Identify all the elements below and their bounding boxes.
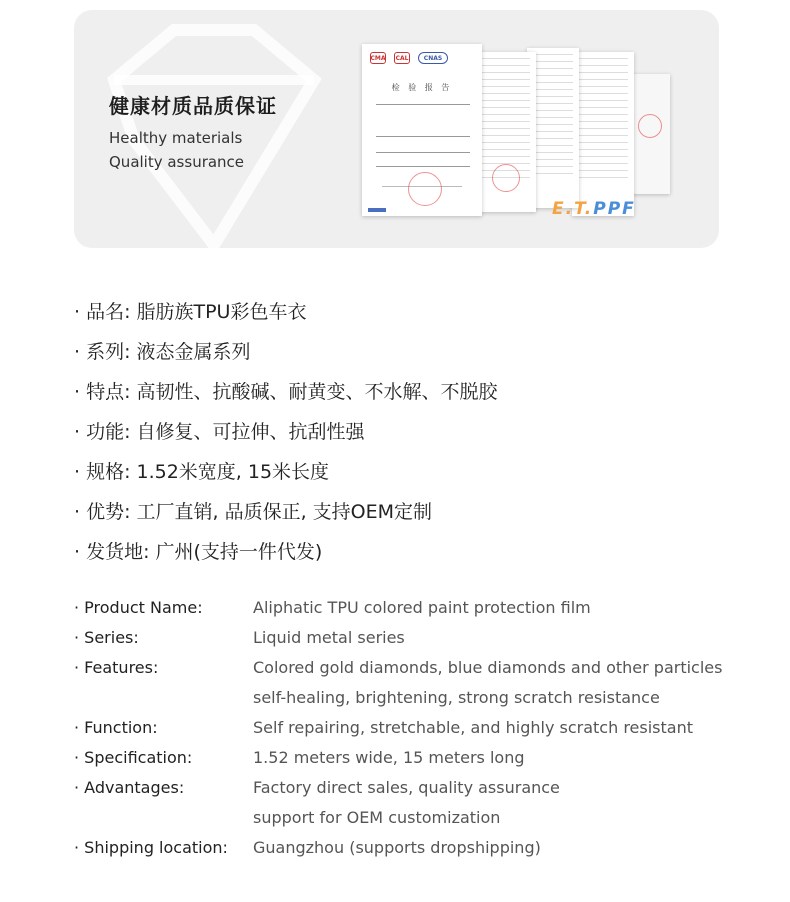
en-spec-row-series: · Series: Liquid metal series	[74, 627, 405, 647]
etppf-brand-logo: E.T.PPF	[552, 199, 636, 219]
cal-logo: CAL	[394, 52, 410, 64]
en-spec-row-function: · Function: Self repairing, stretchable, and highly scratch resistant	[74, 717, 694, 737]
en-spec-row-advantages: · Advantages: Factory direct sales, quality assurance	[74, 777, 560, 797]
certification-banner	[74, 10, 719, 248]
en-spec-row-advantages-cont: support for OEM customization	[253, 807, 501, 827]
spec-row-specification: · 规格: 1.52米宽度, 15米长度	[74, 460, 330, 483]
issuer-mark-icon	[368, 208, 386, 212]
report-title: 检 验 报 告	[391, 83, 453, 92]
spec-row-features: · 特点: 高韧性、抗酸碱、耐黄变、不水解、不脱胶	[74, 380, 498, 403]
banner-subtitle-healthy: Healthy materials	[109, 129, 243, 147]
certificate-documents	[362, 44, 682, 224]
spec-row-product-name: · 品名: 脂肪族TPU彩色车衣	[74, 300, 307, 323]
banner-title: 健康材质品质保证	[109, 94, 277, 118]
cnas-logo: CNAS	[418, 52, 448, 64]
cma-logo: CMA	[370, 52, 386, 64]
en-spec-row-shipping: · Shipping location: Guangzhou (supports dropshipping)	[74, 837, 541, 857]
inspection-report-document	[362, 44, 482, 216]
en-spec-row-features: · Features: Colored gold diamonds, blue diamonds and other particles	[74, 657, 723, 677]
spec-row-function: · 功能: 自修复、可拉伸、抗刮性强	[74, 420, 365, 443]
en-spec-row-product-name: · Product Name: Aliphatic TPU colored paint protection film	[74, 597, 591, 617]
spec-row-shipping: · 发货地: 广州(支持一件代发)	[74, 540, 323, 563]
chinese-spec-list	[74, 290, 498, 570]
report-page-4	[572, 52, 634, 216]
report-page-2	[474, 52, 536, 212]
english-spec-list	[74, 592, 722, 862]
spec-row-series: · 系列: 液态金属系列	[74, 340, 251, 363]
red-stamp-icon	[408, 172, 442, 206]
spec-row-advantages: · 优势: 工厂直销, 品质保正, 支持OEM定制	[74, 500, 432, 523]
banner-subtitle-quality: Quality assurance	[109, 153, 245, 171]
en-spec-row-specification: · Specification: 1.52 meters wide, 15 meters long	[74, 747, 525, 767]
en-spec-row-features-cont: self-healing, brightening, strong scratch resistance	[253, 687, 660, 707]
